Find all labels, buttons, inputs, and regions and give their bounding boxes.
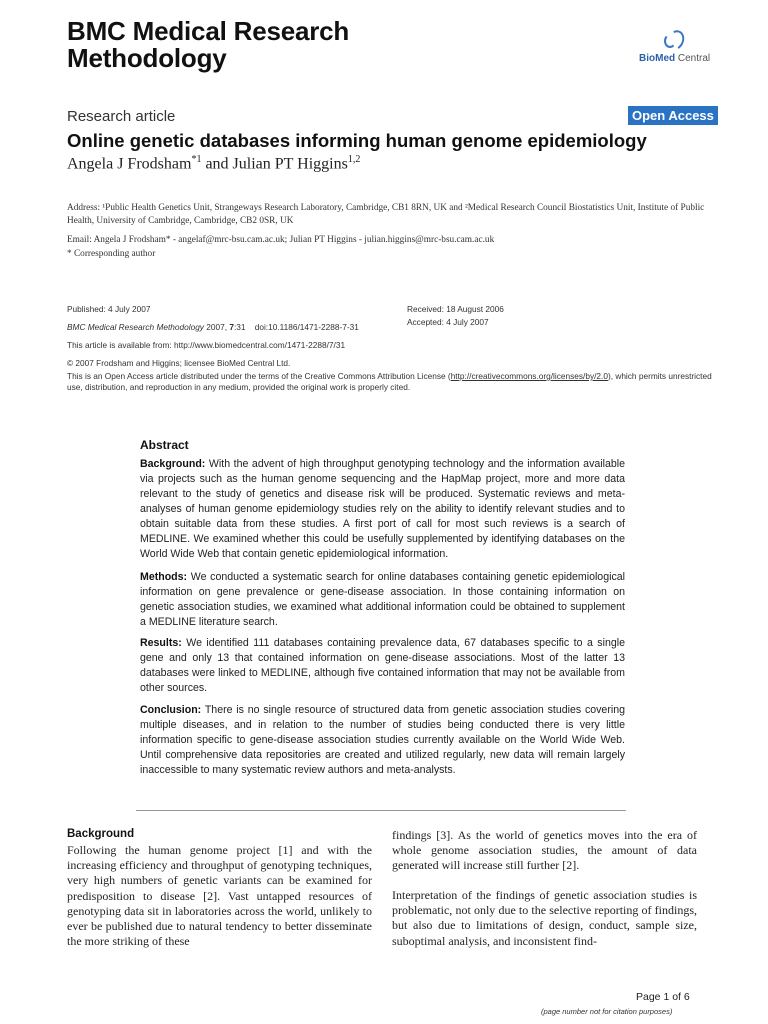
- abstract-results: [140, 636, 625, 696]
- article-title: Online genetic databases informing human genome epidemiology: [67, 130, 647, 151]
- abstract-heading: Abstract: [140, 438, 189, 452]
- article-type: Research article: [67, 108, 176, 125]
- body-column-right-para2: Interpretation of the findings of genetic association studies is problematic, not only due to the selective reporting of findings, but also due to limitations of design, conduct, sample size, suboptimal analysis, and inconsistent find-: [392, 888, 697, 948]
- journal-title-line1: BMC Medical Research: [67, 16, 350, 46]
- author-conjunction: and: [201, 155, 233, 173]
- journal-title: [67, 18, 349, 72]
- abstract-results-text: We identified 111 databases containing prevalence data, 67 databases specific to a single gene and only 13 that contained information on gene-disease associations. Most of the latter 13 databases were linked to MEDLINE, although five contained information that may not be available from other sources.: [140, 637, 625, 694]
- author-1: Angela J Frodsham: [67, 155, 192, 173]
- abstract-methods-label: Methods:: [140, 571, 188, 583]
- license-link[interactable]: http://creativecommons.org/licenses/by/2.0: [450, 371, 608, 381]
- license-text-post: ), which permits unrestricted use, distribution, and reproduction in any medium, provided the original work is properly cited.: [67, 371, 712, 392]
- journal-title-line2: Methodology: [67, 43, 227, 73]
- biomed-central-logo: [614, 30, 711, 74]
- body-column-right-para1: findings [3]. As the world of genetics moves into the era of whole genome association studies, the amount of data generated will increase still further [2].: [392, 828, 697, 873]
- corresponding-author-note: * Corresponding author: [67, 249, 156, 259]
- received-date: Received: 18 August 2006: [407, 304, 504, 314]
- abstract-methods-text: We conducted a systematic search for online databases containing genetic epidemiological information on gene prevalence or gene-disease association. In those containing information on genetic association studies, we examined what additional information could be obtained to supplement a MEDLINE literature search.: [140, 571, 625, 628]
- publisher-name: [639, 53, 710, 64]
- author-1-affiliation: *1: [191, 154, 202, 165]
- abstract-background-label: Background:: [140, 458, 206, 470]
- citation-year: 2007,: [203, 322, 230, 332]
- abstract-background: [140, 457, 625, 562]
- copyright-notice: © 2007 Frodsham and Higgins; licensee BioMed Central Ltd.: [67, 358, 291, 368]
- publisher-name-rest: Central: [675, 53, 711, 64]
- abstract-conclusion-label: Conclusion:: [140, 704, 202, 716]
- abstract-methods: [140, 570, 625, 630]
- citation: [67, 322, 359, 333]
- author-2-affiliation: 1,2: [347, 154, 361, 165]
- author-2: Julian PT Higgins: [232, 155, 348, 173]
- body-column-left: Following the human genome project [1] and with the increasing efficiency and throughput of genotyping techniques, very high numbers of genetic variants can be examined for predisposition to disease [2]. Vast untapped resources of genotyping data sit in laboratories across the world, unlikely to ever be published due to natural tendency to better disseminate the more striking of these: [67, 843, 372, 949]
- abstract-conclusion-text: There is no single resource of structured data from genetic association studies covering multiple diseases, and in relation to the number of studies being conducted there is very little information specific to gene-disease association studies currently available on the World Wide Web. Until comprehensive data repositories are created and utilized regularly, new data will remain largely inaccessible to many systematic review authors and meta-analysts.: [140, 704, 625, 776]
- logo-mark-inner-icon: [664, 34, 676, 48]
- author-address: Address: ¹Public Health Genetics Unit, Strangeways Research Laboratory, Cambridge, CB1 8RN, UK and ²Medical Research Council Biostatistics Unit, Institute of Public Health, University of Cambridge, Cambridge, CB2 0SR, UK: [67, 203, 705, 226]
- author-emails: Email: Angela J Frodsham* - angelaf@mrc-bsu.cam.ac.uk; Julian PT Higgins - julian.higgins@mrc-bsu.cam.ac.uk: [67, 235, 495, 245]
- published-date: Published: 4 July 2007: [67, 304, 151, 314]
- abstract-results-label: Results:: [140, 637, 182, 649]
- publisher-name-bold: BioMed: [639, 53, 676, 64]
- citation-volume: 7: [229, 322, 234, 332]
- license-notice: [67, 371, 727, 393]
- section-heading-background: Background: [67, 828, 135, 840]
- accepted-date: Accepted: 4 July 2007: [407, 317, 489, 327]
- page-number: Page 1 of 6: [636, 991, 690, 1003]
- abstract-background-text: With the advent of high throughput genotyping technology and the information available via projects such as the human genome sequencing and the HapMap project, more and more data relevant to the study of genetics and disease risk will be produced. Systematic reviews and meta-analyses of human genome epidemiology studies rely on the ability to identify relevant studies and to obtain suitable data from these studies. A first port of call for most such reviews is a search of MEDLINE. We examined whether this could be usefully supplemented by identifying databases on the World Wide Web that contain genetic epidemiological information.: [140, 458, 625, 560]
- citation-journal: BMC Medical Research Methodology: [67, 322, 204, 332]
- abstract-conclusion: [140, 703, 625, 778]
- page-number-note: (page number not for citation purposes): [541, 1007, 673, 1016]
- license-text-pre: This is an Open Access article distributed under the terms of the Creative Commons Attribution License (: [67, 371, 451, 381]
- author-list: [67, 154, 360, 173]
- citation-doi: :31 doi:10.1186/1471-2288-7-31: [233, 322, 359, 332]
- open-access-badge: Open Access: [628, 106, 718, 125]
- article-url[interactable]: This article is available from: http://www.biomedcentral.com/1471-2288/7/31: [67, 340, 346, 350]
